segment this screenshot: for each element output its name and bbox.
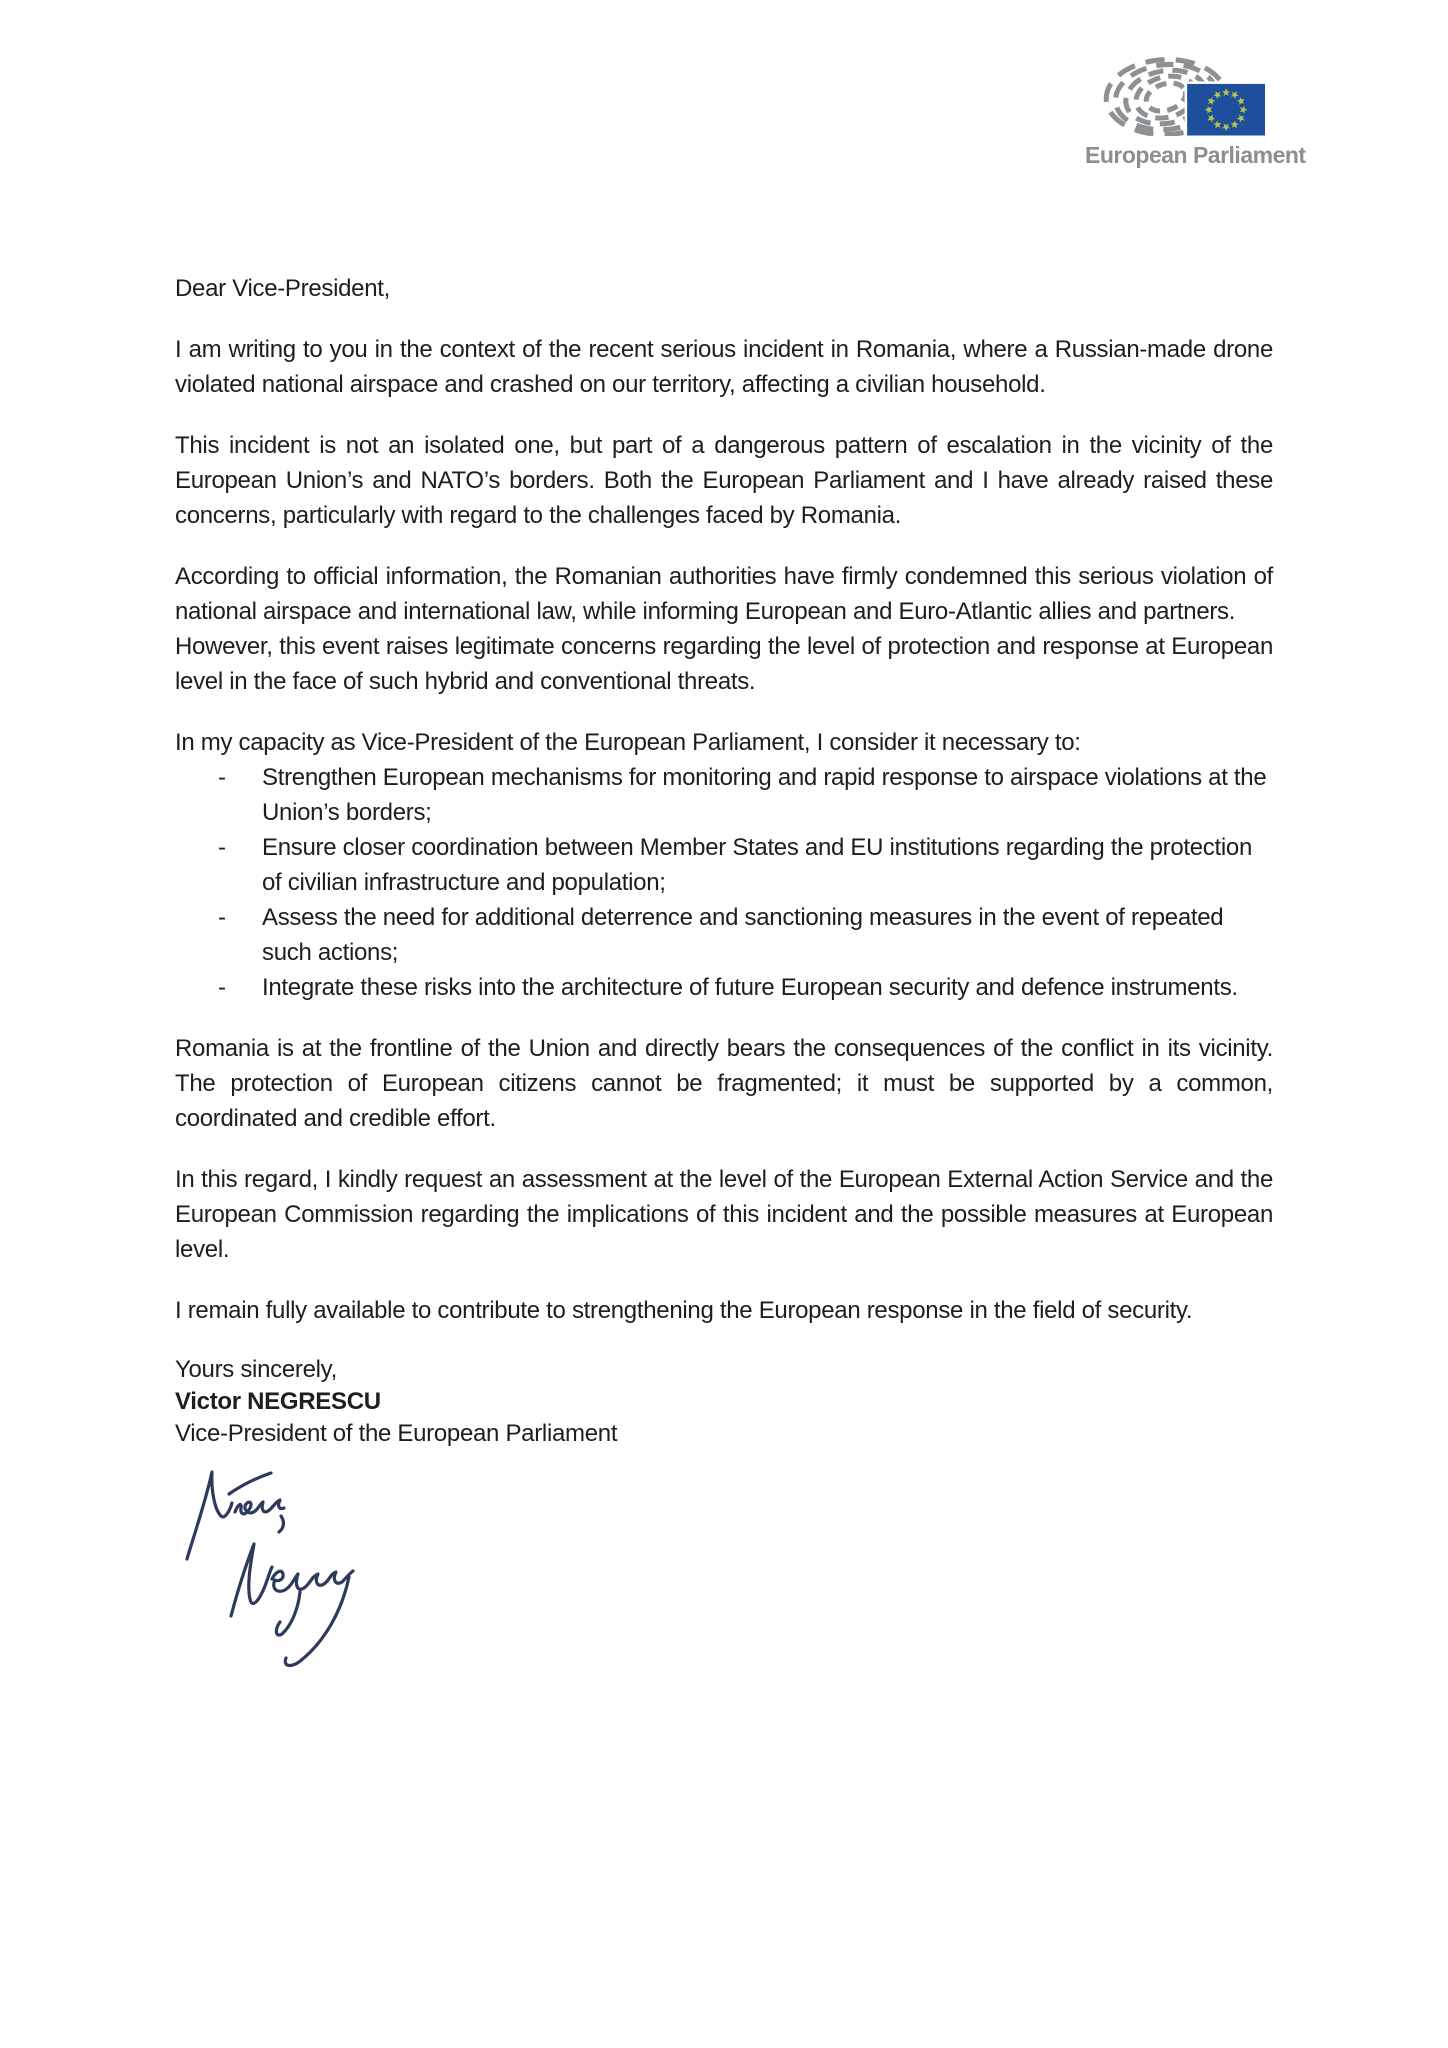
closing-salutation: Yours sincerely, bbox=[175, 1356, 337, 1383]
logo-wordmark: European Parliament bbox=[1085, 142, 1306, 168]
paragraph-8: I remain fully available to contribute to strengthening the European response in the field of security. bbox=[175, 1297, 1193, 1324]
handwritten-signature bbox=[179, 1464, 1273, 1674]
list-item bbox=[175, 900, 1273, 970]
paragraph-4: However, this event raises legitimate concerns regarding the level of protection and response at European level in the face of such hybrid and conventional threats. bbox=[175, 633, 1273, 695]
dash-marker: - bbox=[218, 834, 226, 861]
closing-block bbox=[175, 1354, 1273, 1450]
dash-marker: - bbox=[218, 764, 226, 791]
list-item bbox=[175, 760, 1273, 830]
paragraph-7: In this regard, I kindly request an assessment at the level of the European External Action Service and the European Commission regarding the implications of this incident and the possible measures at European level. bbox=[175, 1166, 1273, 1263]
demand-list bbox=[175, 760, 1273, 1005]
paragraph-2: This incident is not an isolated one, but part of a dangerous pattern of escalation in the vicinity of the European Union’s and NATO’s borders. Both the European Parliament and I have already raised these concerns, particularly with regard to the challenges faced by Romania. bbox=[175, 432, 1273, 529]
list-item-text: Integrate these risks into the architecture of future European security and defence instruments. bbox=[262, 974, 1238, 1001]
paragraph-5: In my capacity as Vice-President of the European Parliament, I consider it necessary to: bbox=[175, 729, 1081, 756]
greeting: Dear Vice-President, bbox=[175, 275, 390, 302]
list-item bbox=[175, 830, 1273, 900]
hemicycle-and-flag-graphic bbox=[1085, 44, 1265, 136]
european-parliament-logo bbox=[1085, 44, 1306, 169]
signer-title: Vice-President of the European Parliament bbox=[175, 1420, 618, 1447]
paragraph-1: I am writing to you in the context of the recent serious incident in Romania, where a Russian-made drone violated national airspace and crashed on our territory, affecting a civilian household. bbox=[175, 336, 1273, 398]
paragraph-6: Romania is at the frontline of the Union and directly bears the consequences of the conflict in its vicinity. The protection of European citizens cannot be fragmented; it must be supported by a common, coordinated and credible effort. bbox=[175, 1035, 1273, 1132]
eu-flag-icon bbox=[1187, 84, 1265, 136]
list-item-text: Assess the need for additional deterrence and sanctioning measures in the event of repeated such actions; bbox=[262, 904, 1224, 966]
signature-victor-negrescu-icon bbox=[179, 1464, 364, 1674]
letter-body bbox=[175, 271, 1273, 1674]
list-item-text: Ensure closer coordination between Member States and EU institutions regarding the protection of civilian infrastructure and population; bbox=[262, 834, 1253, 896]
list-item-text: Strengthen European mechanisms for monitoring and rapid response to airspace violations at the Union’s borders; bbox=[262, 764, 1267, 826]
paragraph-3: According to official information, the Romanian authorities have firmly condemned this serious violation of national airspace and international law, while informing European and Euro-Atlantic allies and partners. bbox=[175, 563, 1273, 625]
dash-marker: - bbox=[218, 904, 226, 931]
dash-marker: - bbox=[218, 974, 226, 1001]
signer-name: Victor NEGRESCU bbox=[175, 1388, 381, 1415]
list-item bbox=[175, 970, 1273, 1005]
